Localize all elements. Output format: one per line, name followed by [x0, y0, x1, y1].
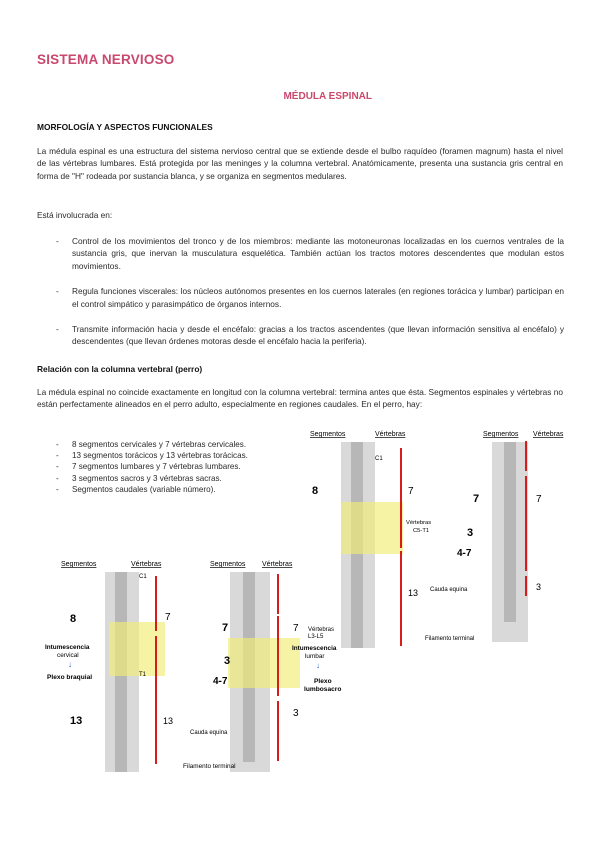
label-segmentos: Segmentos: [61, 561, 97, 568]
vertebra-note: Vértebras: [406, 520, 432, 526]
label-vertebras: Vértebras: [533, 431, 564, 438]
segment-count: 3: [467, 527, 474, 539]
label-vertebras: Vértebras: [375, 431, 406, 438]
list-item: - Regula funciones viscerales: los núcleos autónomos presentes en los cuernos laterales (en regiones torácica y lumbar) participan en el control simpático y parasimpático de órganos internos.: [56, 285, 564, 310]
vertebra-count: 13: [408, 588, 419, 598]
figure-lumbosacral: [420, 426, 570, 648]
list-item: - Transmite información hacia y desde el encéfalo: gracias a los tractos ascendentes (que llevan información sensitiva al encéfalo) y descendentes (que llevan órdenes motoras desde el encéfalo hacia la periferia).: [56, 323, 564, 348]
filament-label: Filamento terminal: [183, 763, 236, 770]
cauda-label: Cauda equina: [430, 587, 468, 593]
section-subtitle: MÉDULA ESPINAL: [283, 91, 372, 102]
arrow-down-icon: ↓: [68, 660, 72, 669]
segment-count: 4-7: [213, 676, 228, 687]
filament-label: Filamento terminal: [425, 636, 475, 642]
bracket: [400, 551, 402, 646]
segments-list: [56, 439, 248, 495]
vertebra-count: 7: [293, 623, 299, 634]
plexus-label: lumbosacro: [304, 686, 342, 693]
page-title: SISTEMA NERVIOSO: [37, 52, 175, 67]
functions-list: [56, 235, 564, 361]
bracket: [277, 616, 279, 696]
relation-heading: Relación con la columna vertebral (perro): [37, 364, 203, 374]
intumescence-label: Intumescencia: [45, 644, 90, 651]
list-item: - Segmentos caudales (variable número).: [56, 484, 248, 495]
bracket: [155, 636, 157, 764]
cervical-intumescence-highlight: [341, 502, 403, 554]
list-item: - 13 segmentos torácicos y 13 vértebras torácicas.: [56, 450, 248, 461]
list-item: - Control de los movimientos del tronco y de los miembros: mediante las motoneuronas localizadas en los cuernos ventrales de la sustancia gris, que inervan la musculatura esquelética. También actúan los tractos motores descendentes que modulan estos movimientos.: [56, 235, 564, 272]
bracket: [525, 576, 527, 596]
vertebra-count: 3: [293, 708, 299, 719]
intro-paragraph: La médula espinal es una estructura del sistema nervioso central que se extiende desde el bulbo raquídeo (foramen magnum) hasta el nivel de las vértebras lumbares. Está protegida por las meninges y la columna vertebral. Anatómicamente, presenta una sustancia gris central en forma de "H" rodeada por sustancia blanca, y se organiza en segmentos medulares.: [37, 146, 563, 181]
label-vertebras: Vértebras: [262, 561, 293, 568]
list-item: - 3 segmentos sacros y 3 vértebras sacras.: [56, 473, 248, 484]
vertebra-count: 3: [536, 582, 542, 592]
morphology-heading: MORFOLOGÍA Y ASPECTOS FUNCIONALES: [37, 122, 213, 132]
intumescence-label: Intumescencia: [292, 645, 337, 652]
segment-count: 4-7: [457, 548, 472, 559]
vertebra-note: Vértebras: [308, 627, 335, 633]
bracket: [277, 701, 279, 761]
segment-count: 7: [222, 622, 229, 634]
bracket: [400, 448, 402, 548]
bracket: [277, 574, 279, 614]
bracket: [525, 441, 527, 471]
arrow-down-icon: ↓: [316, 661, 320, 670]
segment-count: 8: [312, 485, 319, 497]
bracket: [525, 476, 527, 571]
label-segmentos: Segmentos: [483, 431, 519, 438]
vertebra-note: C5-T1: [413, 528, 430, 534]
lumbar-intumescence-highlight: [228, 638, 300, 688]
involved-label: Está involucrada en:: [37, 210, 113, 220]
vertebra-count: 7: [408, 486, 414, 497]
vertebra-note: L3-L5: [308, 634, 324, 640]
list-item: - 8 segmentos cervicales y 7 vértebras cervicales.: [56, 439, 248, 450]
label-c1: C1: [139, 574, 147, 580]
plexus-label: Plexo: [314, 678, 332, 685]
intumescence-label: cervical: [57, 652, 79, 659]
relation-paragraph: La médula espinal no coincide exactamente en longitud con la columna vertebral: termina antes que ésta. Segmentos espinales y vértebras no están perfectamente alineados en el perro adulto, especialmente en regiones caudales. En el perro, hay:: [37, 387, 563, 410]
list-item: - 7 segmentos lumbares y 7 vértebras lumbares.: [56, 461, 248, 472]
figure-cervicothoracic: [305, 426, 435, 654]
segment-count: 7: [473, 493, 480, 505]
intumescence-label: lumbar: [305, 653, 325, 660]
label-segmentos: Segmentos: [310, 431, 346, 438]
label-c1: C1: [375, 456, 383, 462]
label-segmentos: Segmentos: [210, 561, 246, 568]
label-vertebras: Vértebras: [131, 561, 162, 568]
vertebra-count: 7: [536, 494, 542, 505]
bracket: [155, 576, 157, 631]
label-t1: T1: [139, 672, 147, 678]
figure-cervical: [35, 556, 185, 776]
cauda-label: Cauda equina: [190, 730, 228, 736]
segment-count: 8: [70, 613, 77, 625]
segment-count: 3: [224, 655, 231, 667]
vertebra-count: 13: [163, 716, 174, 726]
plexus-label: Plexo braquial: [47, 674, 93, 681]
vertebra-count: 7: [165, 612, 171, 623]
segment-count: 13: [70, 715, 83, 727]
spinal-cord: [504, 442, 516, 622]
